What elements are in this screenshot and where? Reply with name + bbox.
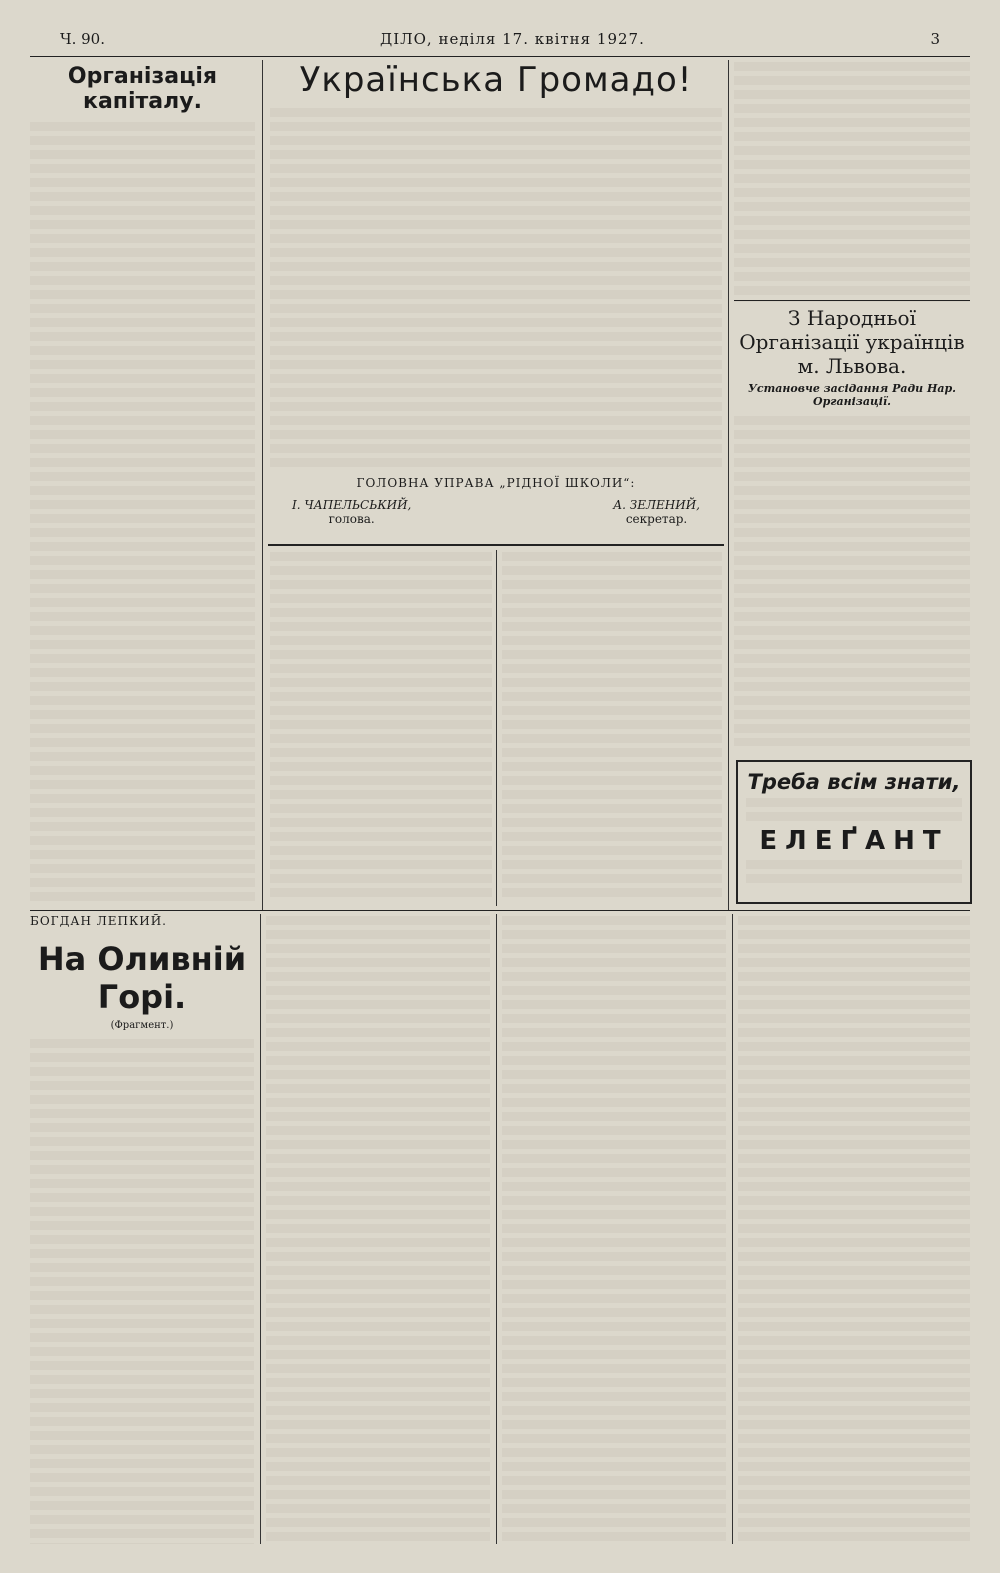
article-title: Українська Громадо! [299, 60, 693, 100]
masthead-date: ДІЛО, неділя 17. квітня 1927. [380, 30, 645, 48]
column-divider [260, 914, 261, 1544]
article-subtitle: Установче засідання Ради Нар. Організації. [747, 382, 956, 408]
article-title: З Народньої Організації українців м. Львова. [739, 306, 965, 378]
illegible-text [734, 62, 970, 302]
article-national-org [734, 306, 970, 746]
column-divider [732, 914, 733, 1544]
column-divider [262, 60, 263, 910]
column-divider [728, 60, 729, 910]
section-rule [30, 910, 970, 911]
article-capital-continued [270, 552, 492, 902]
page-header [60, 30, 940, 54]
illegible-text [502, 552, 722, 902]
section-rule [734, 300, 970, 301]
article-continued [734, 62, 970, 302]
appeal-signatory: ГОЛОВНА УПРАВА „РІДНОЇ ШКОЛИ“: [356, 476, 636, 490]
illegible-text [746, 860, 962, 884]
issue-number: Ч. 90. [60, 30, 105, 48]
ad-brand: ЕЛЕҐАНТ [759, 826, 949, 856]
column-divider [496, 550, 497, 906]
article-author: БОГДАН ЛЕПКИЙ. [30, 914, 167, 928]
article-subtitle: (Фрагмент.) [110, 1020, 174, 1031]
illegible-text [270, 552, 492, 902]
illegible-text [30, 122, 255, 906]
article-olive-mount-continued [502, 916, 726, 1542]
ad-headline: Треба всім знати, [747, 770, 961, 794]
illegible-text [734, 416, 970, 746]
signatures [292, 498, 700, 538]
illegible-text [30, 1039, 254, 1544]
illegible-text [502, 916, 726, 1542]
article-hromado [270, 60, 722, 540]
article-capital-continued [502, 552, 722, 902]
advertisement-elegant [736, 760, 972, 904]
column-divider [496, 914, 497, 1544]
header-rule [30, 56, 970, 57]
section-rule [268, 544, 724, 546]
article-title: Організація капіталу. [67, 64, 218, 114]
article-title: На Оливній Горі. [37, 940, 247, 1016]
illegible-text [266, 916, 490, 1542]
signature-right: А. ЗЕЛЕНИЙ, секретар. [613, 498, 700, 526]
illegible-text [270, 108, 722, 468]
article-olive-mount-continued [738, 916, 970, 1542]
page-number: 3 [930, 30, 940, 48]
article-capital [30, 64, 255, 906]
illegible-text [738, 916, 970, 1542]
illegible-text [746, 798, 962, 822]
article-olive-mount [30, 914, 254, 1544]
signature-left: І. ЧАПЕЛЬСЬКИЙ, голова. [292, 498, 412, 526]
article-olive-mount-continued [266, 916, 490, 1542]
